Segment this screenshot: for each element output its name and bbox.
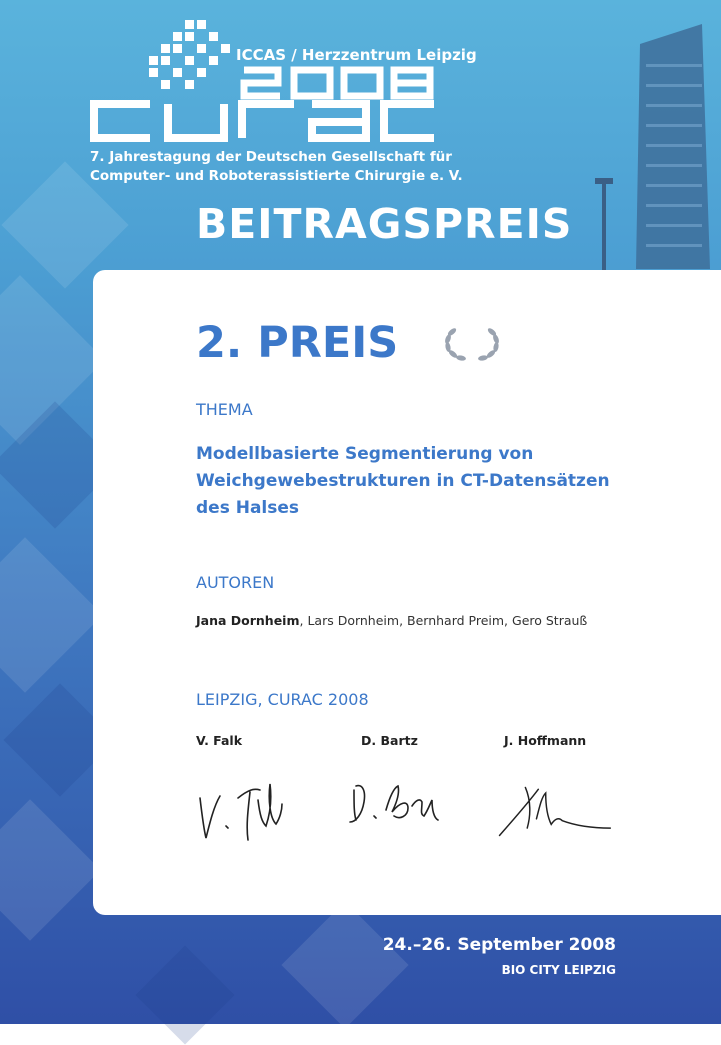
street-lamp-illustration (593, 178, 615, 270)
svg-text:CURAC: CURAC (88, 98, 92, 99)
host-label: ICCAS / Herzzentrum Leipzig (236, 46, 477, 64)
signatory-name: D. Bartz (361, 733, 418, 748)
topic-title: Modellbasierte Segmentierung von Weichgewebestrukturen in CT-Datensätzen des Halses (196, 444, 610, 518)
authors-label: AUTOREN (196, 573, 275, 592)
svg-text:2008: 2008 (238, 66, 241, 67)
signatory-name: J. Hoffmann (504, 733, 587, 748)
topic-label: THEMA (196, 400, 253, 419)
signature-falk (190, 760, 310, 850)
place-label: LEIPZIG, CURAC 2008 (196, 690, 369, 709)
signature-hoffmann (494, 760, 614, 850)
certificate-title: BEITRAGSPREIS (196, 200, 573, 248)
event-dates: 24.–26. September 2008 (382, 935, 616, 955)
city-tower-illustration (632, 24, 714, 269)
event-venue: BIO CITY LEIPZIG (501, 963, 616, 977)
curac-logo-dots (145, 20, 235, 110)
authors-list: Jana Dornheim, Lars Dornheim, Bernhard Preim, Gero Strauß (196, 613, 588, 628)
curac-wordmark (88, 98, 438, 144)
signature-bartz (342, 760, 462, 850)
conference-subtitle: 7. Jahrestagung der Deutschen Gesellschaft für Computer- und Roboterassistierte Chirurgie e. V. (90, 149, 463, 184)
prize-rank: 2. PREIS (196, 318, 399, 368)
signatory-name: V. Falk (196, 733, 243, 748)
laurel-icon (440, 324, 504, 362)
year-logo (238, 66, 438, 100)
